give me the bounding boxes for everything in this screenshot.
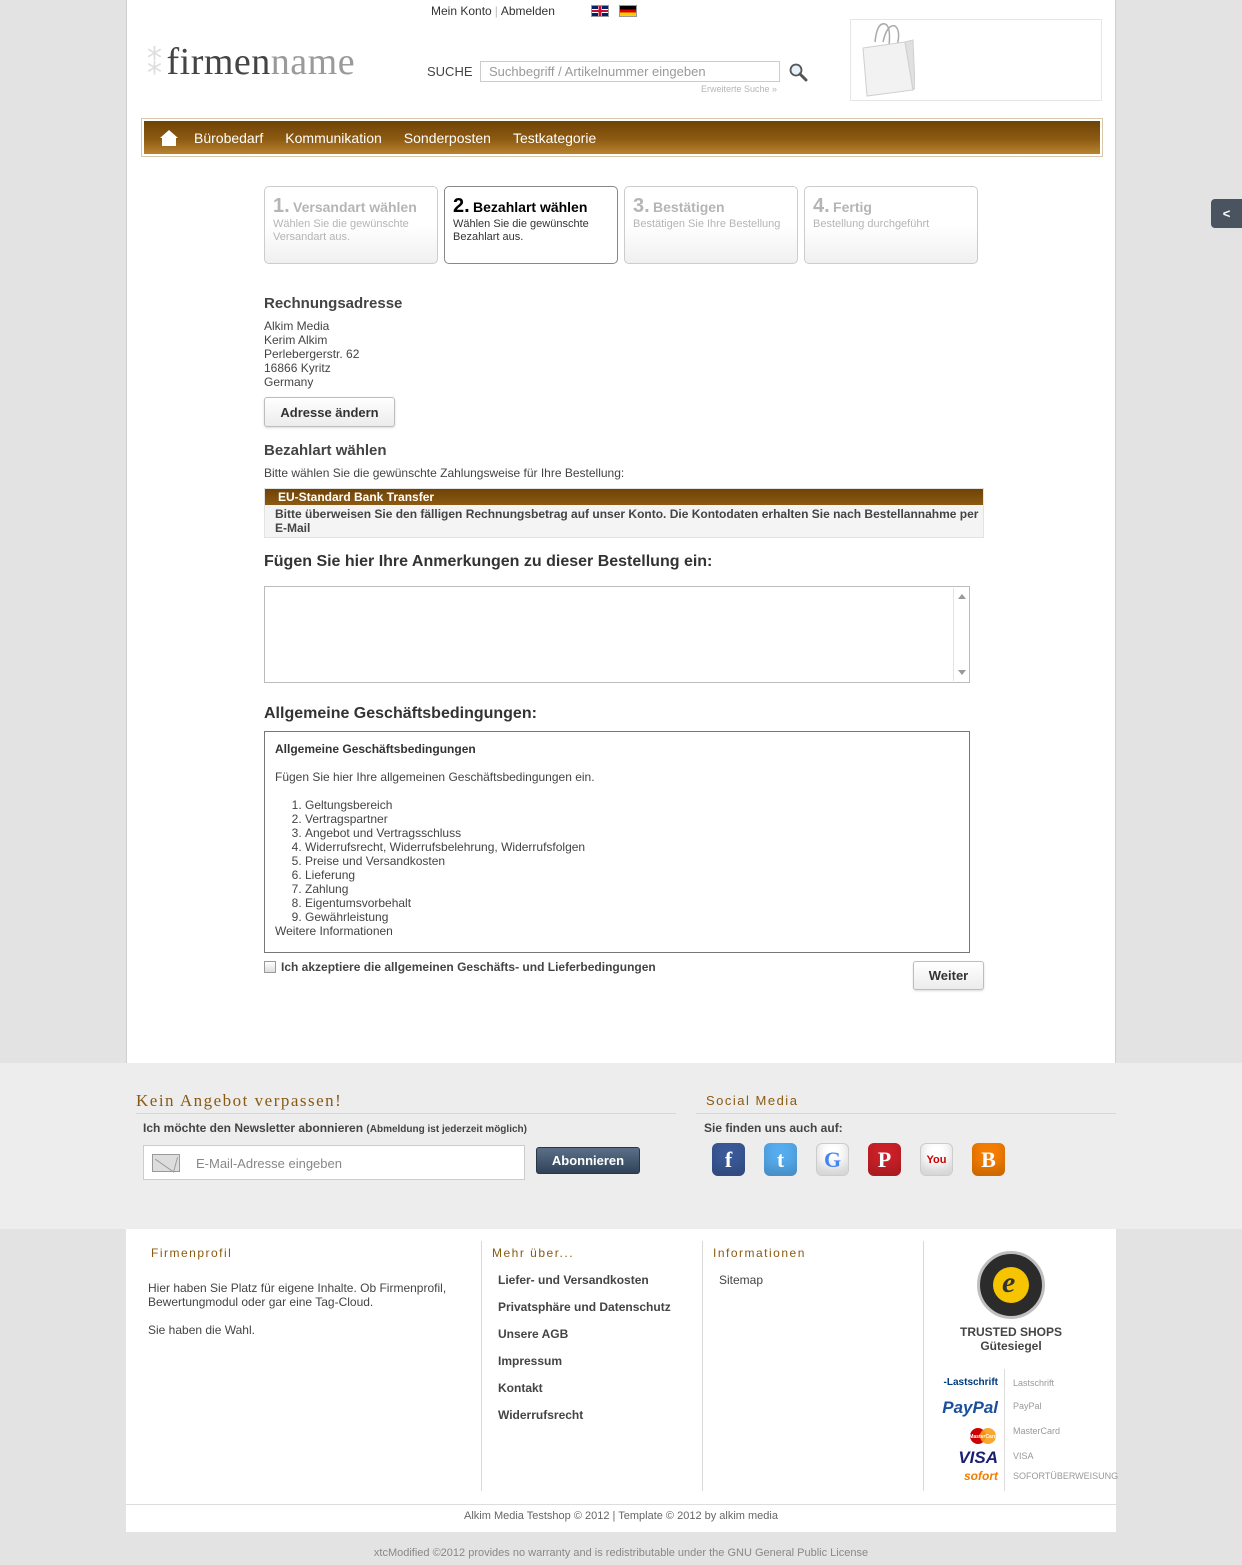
divider <box>923 1241 924 1491</box>
logo-text-1: firmen <box>166 41 271 83</box>
terms-item: 2. Vertragspartner <box>305 812 959 826</box>
search-label: SUCHE <box>427 64 473 79</box>
comments-textarea[interactable] <box>264 586 970 683</box>
terms-box-title: Allgemeine Geschäftsbedingungen <box>275 742 476 756</box>
youtube-icon[interactable]: You <box>920 1143 953 1176</box>
newsletter-text-main: Ich möchte den Newsletter abonnieren <box>143 1121 364 1135</box>
nav-item-buerobedarf[interactable]: Bürobedarf <box>194 129 264 146</box>
terms-title: Allgemeine Geschäftsbedingungen: <box>264 705 537 722</box>
flag-en-icon[interactable] <box>591 5 609 17</box>
mastercard-logo-text: MasterCard <box>969 1434 997 1440</box>
terms-box[interactable] <box>264 731 970 953</box>
footer-more-title: Mehr über... <box>492 1246 575 1260</box>
disclaimer: xtcModified ©2012 provides no warranty and is redistributable under the GNU General Public License <box>373 1547 869 1559</box>
payment-method-label: Lastschrift <box>1013 1378 1055 1388</box>
step-desc: Bestellung durchgeführt <box>813 218 930 230</box>
cart-box[interactable] <box>850 19 1102 101</box>
divider <box>481 1241 482 1491</box>
shopping-bag-icon <box>855 20 915 100</box>
step-title: Versandart wählen <box>293 199 417 215</box>
terms-item: 4. Widerrufsrecht, Widerrufsbelehrung, Widerrufsfolgen <box>305 840 959 854</box>
change-address-button[interactable]: Adresse ändern <box>264 397 395 427</box>
divider <box>702 1241 703 1491</box>
step-number: 4. <box>813 195 830 217</box>
payment-method-label: VISA <box>1013 1451 1034 1461</box>
step-desc: Wählen Sie die gewünschte Bezahlart aus. <box>453 218 589 243</box>
terms-item: 9. Gewährleistung <box>305 910 959 924</box>
terms-intro: Fügen Sie hier Ihre allgemeinen Geschäftsbedingungen ein. <box>275 770 595 784</box>
divider <box>1004 1369 1005 1491</box>
address-line: Alkim Media <box>264 319 330 333</box>
terms-item: 6. Lieferung <box>305 868 959 882</box>
trusted-shops-title <box>941 1325 1081 1353</box>
footer-profile-title: Firmenprofil <box>151 1246 233 1260</box>
nav-item-sonderposten[interactable]: Sonderposten <box>403 129 491 146</box>
step-desc: Wählen Sie die gewünschte Versandart aus. <box>273 218 409 243</box>
trusted-shops-seal-icon[interactable] <box>977 1251 1045 1319</box>
footer-info-title: Informationen <box>713 1246 806 1260</box>
payment-method-desc: Bitte überweisen Sie den fälligen Rechnungsbetrag auf unser Konto. Die Kontodaten erhalten Sie nach Bestellannahme per E-Mail <box>275 507 979 535</box>
trusted-shops-line1: TRUSTED SHOPS <box>959 1325 1062 1339</box>
envelope-icon <box>152 1154 180 1172</box>
accept-terms[interactable] <box>264 960 656 974</box>
newsletter-title: Kein Angebot verpassen! <box>136 1091 343 1110</box>
newsletter-field[interactable] <box>143 1145 525 1180</box>
footer-link-imprint[interactable]: Impressum <box>498 1354 563 1368</box>
footer-link-privacy[interactable]: Privatsphäre und Datenschutz <box>498 1300 671 1314</box>
footer-profile-text2: Sie haben die Wahl. <box>148 1323 255 1337</box>
address-line: Germany <box>264 375 314 389</box>
account-link[interactable]: Mein Konto <box>431 4 492 18</box>
main-nav <box>141 118 1103 157</box>
footer-link-terms[interactable]: Unsere AGB <box>498 1327 569 1341</box>
sofort-logo-icon: sofort <box>964 1469 998 1483</box>
billing-title: Rechnungsadresse <box>264 295 403 312</box>
trusted-shops-line2: Gütesiegel <box>980 1339 1042 1353</box>
nav-item-testkategorie[interactable]: Testkategorie <box>512 129 597 146</box>
payment-method-label: MasterCard <box>1013 1426 1061 1436</box>
billing-address <box>264 319 359 389</box>
facebook-icon[interactable]: f <box>712 1143 745 1176</box>
footer-link-withdrawal[interactable]: Widerrufsrecht <box>498 1408 584 1422</box>
step-done <box>804 186 978 264</box>
step-number: 3. <box>633 195 650 217</box>
logout-link[interactable]: Abmelden <box>500 4 555 18</box>
step-title: Fertig <box>833 199 872 215</box>
newsletter-note: (Abmeldung ist jederzeit möglich) <box>366 1124 527 1135</box>
continue-button[interactable]: Weiter <box>913 961 984 990</box>
accept-terms-label[interactable]: Ich akzeptiere die allgemeinen Geschäfts- und Lieferbedingungen <box>281 960 656 974</box>
twitter-icon[interactable]: t <box>764 1143 797 1176</box>
divider <box>126 1504 1116 1505</box>
newsletter-email-input[interactable] <box>196 1154 516 1172</box>
step-shipping[interactable] <box>264 186 438 264</box>
footer-link-contact[interactable]: Kontakt <box>498 1381 543 1395</box>
step-desc: Bestätigen Sie Ihre Bestellung <box>633 218 781 230</box>
google-icon[interactable]: G <box>816 1143 849 1176</box>
terms-item: 1. Geltungsbereich <box>305 798 959 812</box>
address-line: Perlebergerstr. 62 <box>264 347 360 361</box>
terms-list <box>305 798 959 924</box>
top-links: Mein Konto | Abmelden <box>431 4 555 18</box>
home-icon[interactable] <box>144 121 194 154</box>
terms-item: 3. Angebot und Vertragsschluss <box>305 826 959 840</box>
subscribe-button[interactable]: Abonnieren <box>536 1147 640 1174</box>
logo-text-2: name <box>270 41 356 83</box>
payment-title: Bezahlart wählen <box>264 442 387 459</box>
address-line: 16866 Kyritz <box>264 361 331 375</box>
nav-item-kommunikation[interactable]: Kommunikation <box>285 129 382 146</box>
pinterest-icon[interactable]: P <box>868 1143 901 1176</box>
divider <box>696 1113 1116 1114</box>
step-title: Bezahlart wählen <box>473 199 588 215</box>
divider <box>136 1113 676 1114</box>
payment-method-label: SOFORTÜBERWEISUNG <box>1013 1471 1119 1481</box>
blogger-icon[interactable]: B <box>972 1143 1005 1176</box>
footer-link-sitemap[interactable]: Sitemap <box>719 1273 764 1287</box>
terms-more: Weitere Informationen <box>275 924 393 938</box>
step-payment <box>444 186 618 264</box>
lastschrift-logo-icon: -Lastschrift <box>943 1377 998 1388</box>
paypal-logo-icon: PayPal <box>942 1398 998 1417</box>
footer-profile-text: Hier haben Sie Platz für eigene Inhalte. Ob Firmenprofil, Bewertungmodul oder gar eine Tag-Cloud. <box>148 1281 447 1309</box>
terms-item: 8. Eigentumsvorbehalt <box>305 896 959 910</box>
logo-mark-icon: ⁑ <box>147 48 163 81</box>
step-number: 1. <box>273 195 290 217</box>
comments-title: Fügen Sie hier Ihre Anmerkungen zu dieser Bestellung ein: <box>264 553 713 570</box>
search-input[interactable] <box>480 61 780 82</box>
step-confirm <box>624 186 798 264</box>
accept-terms-checkbox[interactable] <box>264 961 276 973</box>
side-toggle-button[interactable]: < <box>1211 199 1242 228</box>
advanced-search-link[interactable]: Erweiterte Suche » <box>701 84 778 94</box>
comments-scrollbar[interactable] <box>953 588 969 681</box>
terms-item: 7. Zahlung <box>305 882 959 896</box>
terms-item: 5. Preise und Versandkosten <box>305 854 959 868</box>
checkout-steps <box>264 186 978 264</box>
visa-logo-icon: VISA <box>958 1448 998 1467</box>
mastercard-logo-icon <box>934 1427 998 1445</box>
footer-link-shipping[interactable]: Liefer- und Versandkosten <box>498 1273 649 1287</box>
step-title: Bestätigen <box>653 199 725 215</box>
social-title: Social Media <box>706 1093 799 1108</box>
payment-method-label: PayPal <box>1013 1401 1042 1411</box>
page-container <box>126 0 1116 1063</box>
newsletter-text <box>143 1121 527 1135</box>
address-line: Kerim Alkim <box>264 333 328 347</box>
payment-method-option[interactable] <box>264 488 984 538</box>
payment-method-name: EU-Standard Bank Transfer <box>278 490 435 504</box>
logo[interactable] <box>147 40 355 84</box>
social-text: Sie finden uns auch auf: <box>704 1121 843 1135</box>
copyright: Alkim Media Testshop © 2012 | Template © 2012 by alkim media <box>464 1510 778 1522</box>
step-number: 2. <box>453 195 470 217</box>
payment-intro: Bitte wählen Sie die gewünschte Zahlungsweise für Ihre Bestellung: <box>264 466 625 480</box>
flag-de-icon[interactable] <box>619 5 637 17</box>
search-icon[interactable] <box>788 62 808 82</box>
footer <box>126 1229 1119 1532</box>
